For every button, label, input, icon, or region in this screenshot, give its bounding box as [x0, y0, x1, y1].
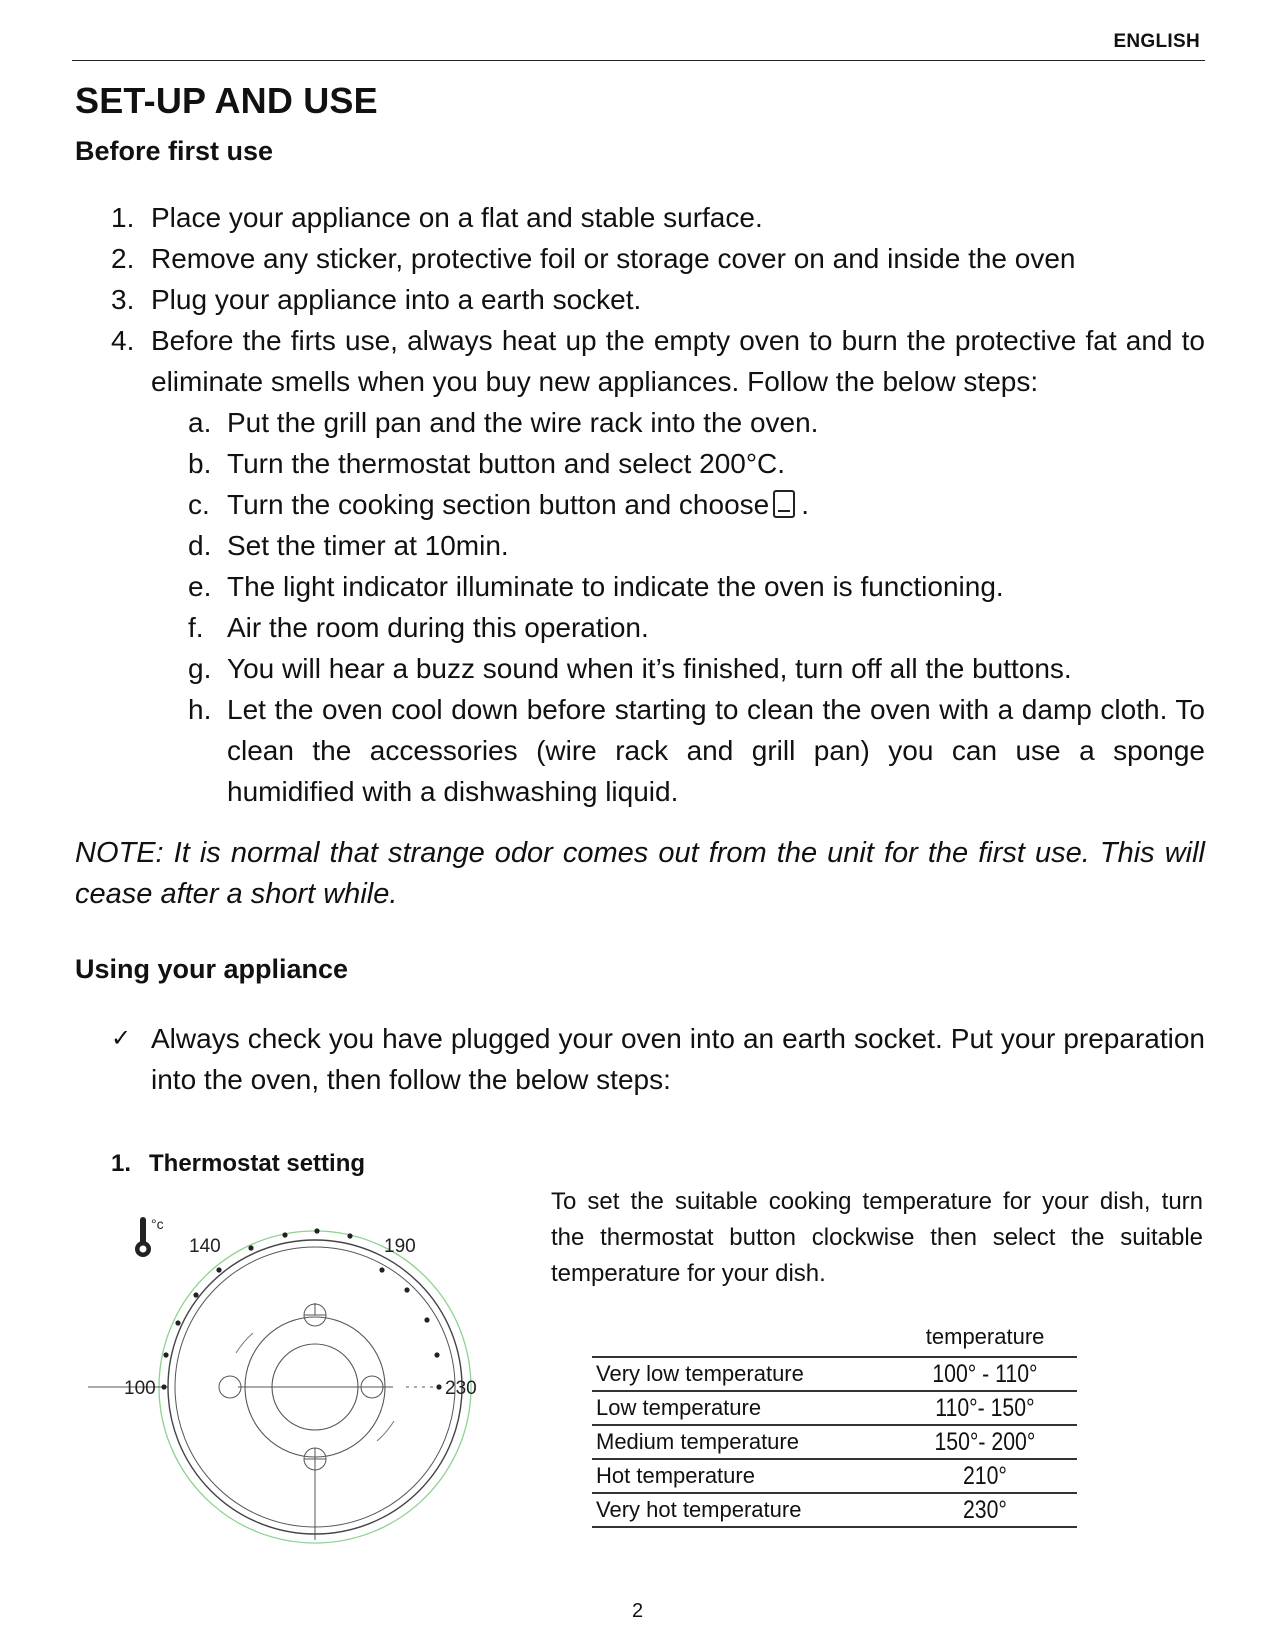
step-text: Before the firts use, always heat up the empty oven to burn the protective fat and to eliminate smells when you buy new appliances. Follow the below steps:: [151, 325, 1205, 397]
substep-letter: c.: [188, 489, 210, 520]
step-number: 3.: [111, 284, 135, 315]
substep-text: Turn the thermostat button and select 200°C.: [227, 448, 786, 479]
page-title: SET-UP AND USE: [75, 80, 378, 121]
temperature-range: 210°: [907, 1459, 1063, 1493]
temperature-table: [592, 1318, 1077, 1528]
table-row: [592, 1493, 1077, 1527]
step-text: Remove any sticker, protective foil or storage cover on and inside the oven: [151, 243, 1076, 274]
substep-letter: h.: [188, 694, 212, 725]
substep-text: Air the room during this operation.: [227, 612, 649, 643]
thermostat-dial-diagram: [88, 1215, 518, 1565]
substep-letter: a.: [188, 407, 212, 438]
table-row: [592, 1391, 1077, 1425]
step-text: Plug your appliance into a earth socket.: [151, 284, 642, 315]
temperature-label: Low temperature: [592, 1391, 893, 1425]
substep-text: You will hear a buzz sound when it’s finished, turn off all the buttons.: [227, 653, 1072, 684]
substep-letter: g.: [188, 653, 212, 684]
thermostat-heading-text: Thermostat setting: [149, 1150, 366, 1177]
temperature-range: 100° - 110°: [907, 1357, 1063, 1391]
list-item: [151, 443, 1205, 484]
table-header-row: [592, 1318, 1077, 1357]
check-text: Always check you have plugged your oven into an earth socket. Put your preparation into the oven, then follow the below steps:: [151, 1023, 1205, 1095]
substep-letter: f.: [188, 612, 204, 643]
list-item: [151, 648, 1205, 689]
thermostat-heading: [111, 1150, 365, 1178]
list-item: [151, 525, 1205, 566]
list-item: [75, 197, 1205, 238]
first-use-note: NOTE: It is normal that strange odor comes out from the unit for the first use. This will cease after a short while.: [75, 837, 1205, 910]
heat-up-substeps: [151, 402, 1205, 812]
list-item: [151, 607, 1205, 648]
substep-letter: d.: [188, 530, 212, 561]
step-number: 4.: [111, 325, 135, 356]
temperature-label: Hot temperature: [592, 1459, 893, 1493]
table-row: [592, 1425, 1077, 1459]
dial-unit-label: °c: [151, 1216, 164, 1232]
step-number: 2.: [111, 243, 135, 274]
temperature-range: 230°: [907, 1493, 1063, 1527]
substep-text: Turn the cooking section button and choose: [227, 489, 770, 520]
page-number: 2: [631, 1600, 644, 1622]
temperature-label: Medium temperature: [592, 1425, 893, 1459]
dial-label-140: 140: [189, 1236, 221, 1257]
temperature-range: 150°- 200°: [907, 1425, 1063, 1459]
thermostat-description: To set the suitable cooking temperature for your dish, turn the thermostat button clockwise then select the suitable temperature for your dish.: [551, 1188, 1203, 1287]
list-item: [151, 402, 1205, 443]
checkmark-icon: ✓: [111, 1024, 132, 1052]
substep-text: Put the grill pan and the wire rack into the oven.: [227, 407, 819, 438]
list-item: [75, 238, 1205, 279]
table-row: [592, 1357, 1077, 1391]
substep-text: The light indicator illuminate to indicate the oven is functioning.: [227, 571, 1004, 602]
list-item: [151, 689, 1205, 812]
substep-letter: b.: [188, 448, 212, 479]
list-item: [151, 484, 1205, 525]
step-text: Place your appliance on a flat and stable surface.: [151, 202, 763, 233]
check-list-item: [75, 1018, 1205, 1100]
thermostat-heading-number: 1.: [111, 1150, 132, 1177]
temperature-label: Very hot temperature: [592, 1493, 893, 1527]
dial-crosshair: [88, 1303, 443, 1540]
before-first-use-steps: [75, 197, 1205, 812]
step-number: 1.: [111, 202, 135, 233]
dial-label-230: 230: [445, 1378, 477, 1399]
substep-text: Set the timer at 10min.: [227, 530, 509, 561]
header-language: ENGLISH: [1113, 31, 1200, 52]
table-header-empty: [592, 1318, 893, 1357]
thermometer-icon: [135, 1217, 151, 1257]
list-item: [75, 320, 1205, 812]
header-divider: [72, 60, 1205, 61]
list-item: [75, 279, 1205, 320]
table-header-temperature: temperature: [925, 1324, 1045, 1349]
table-row: [592, 1459, 1077, 1493]
section-title-before-first-use: Before first use: [75, 136, 274, 166]
section-title-using-appliance: Using your appliance: [75, 954, 349, 984]
dial-label-190: 190: [384, 1236, 416, 1257]
temperature-range: 110°- 150°: [907, 1391, 1063, 1425]
temperature-label: Very low temperature: [592, 1357, 893, 1391]
list-item: [151, 566, 1205, 607]
dial-label-100: 100: [124, 1378, 156, 1399]
oven-function-icon: [773, 490, 795, 518]
substep-letter: e.: [188, 571, 212, 602]
substep-text: Let the oven cool down before starting to clean the oven with a damp cloth. To clean the accessories (wire rack and grill pan) you can use a sponge humidified with a dishwashing liquid.: [227, 694, 1205, 807]
substep-suffix: .: [801, 489, 809, 520]
